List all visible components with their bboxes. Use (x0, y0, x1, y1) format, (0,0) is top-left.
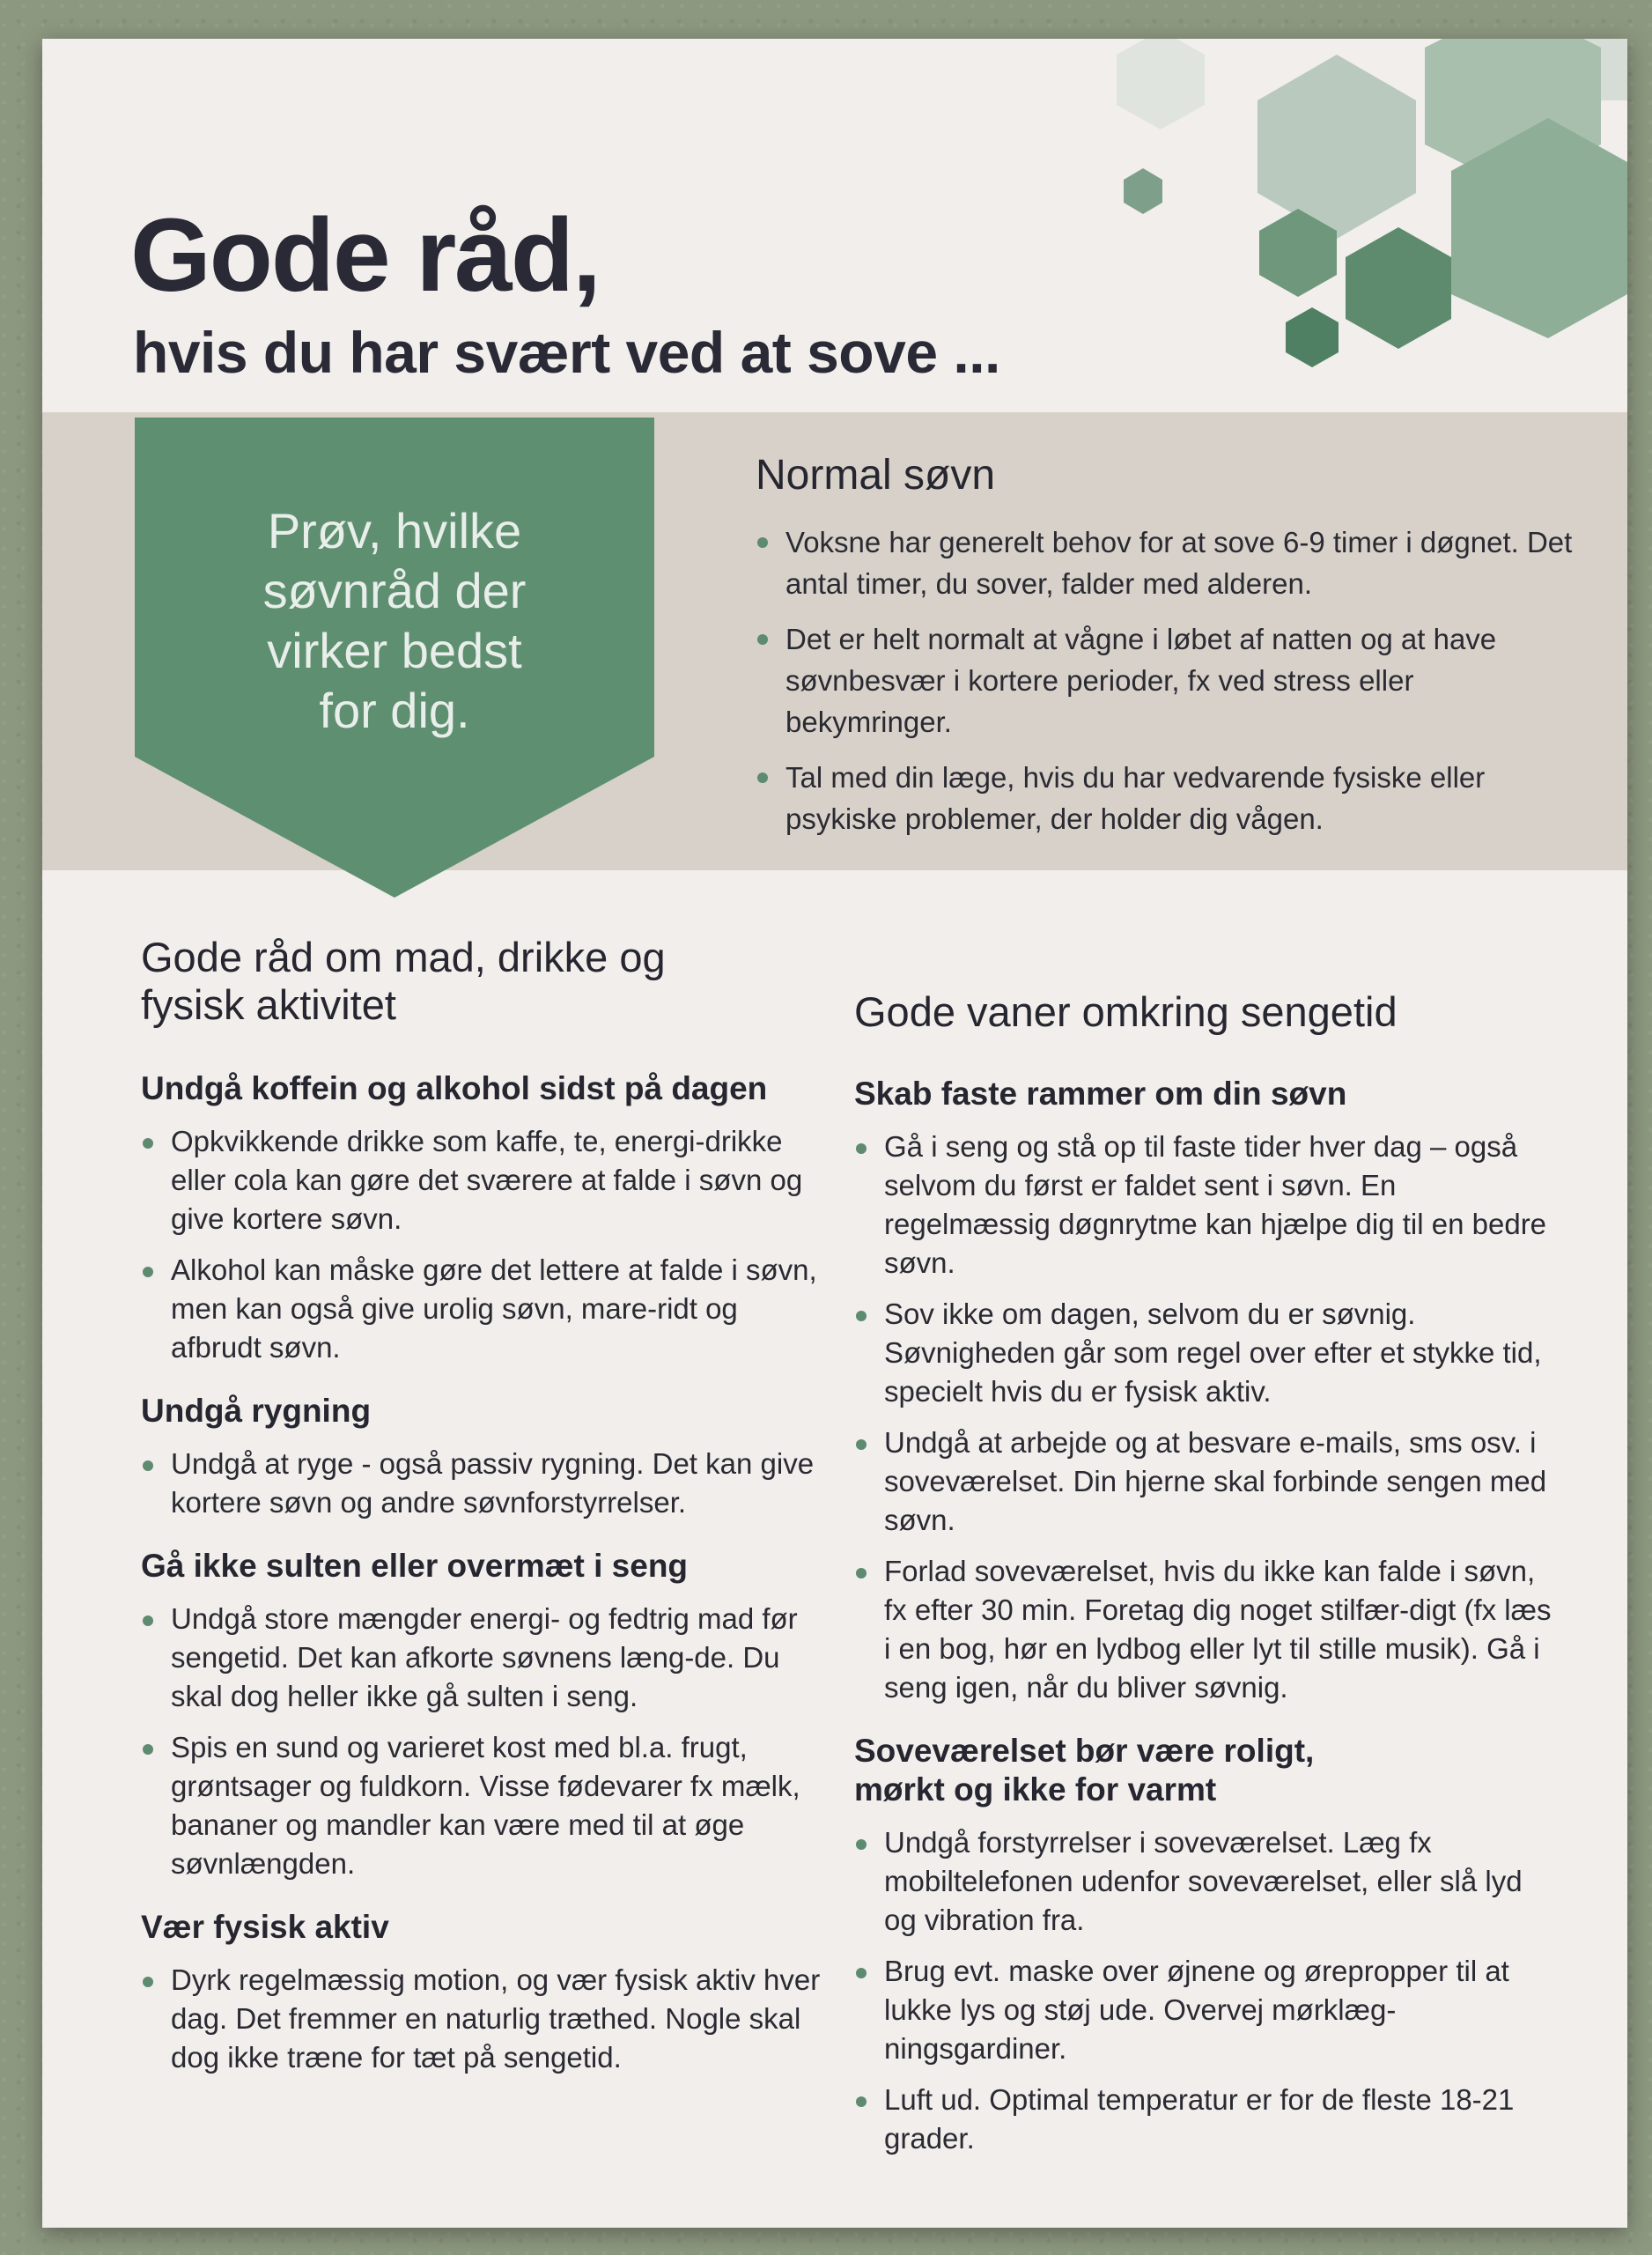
bullet-icon (856, 1839, 867, 1850)
bedtime-section-heading: Gode vaner omkring sengetid (854, 988, 1398, 1035)
advice-title: Gå ikke sulten eller overmæt i seng (141, 1548, 689, 1584)
advice-title: Undgå koffein og alkohol sidst på dagen (141, 1070, 768, 1106)
list-item: Dyrk regelmæssig motion, og vær fysisk aktiv hver dag. Det fremmer en naturlig træthed. Nogle skal dog ikke træne for tæt på sengetid. (141, 1961, 828, 2077)
list-item: Undgå at ryge - også passiv rygning. Det kan give kortere søvn og andre søvnforstyrrelser. (141, 1445, 828, 1522)
normal-sleep-heading: Normal søvn (756, 452, 996, 499)
bullet-icon (856, 1143, 867, 1154)
list-item: Undgå store mængder energi- og fedtrig mad før sengetid. Det kan afkorte søvnens læng-de. Du skal dog heller ikke gå sulten i seng. (141, 1600, 828, 1716)
list-item: Det er helt normalt at vågne i løbet af natten og at have søvnbesvær i kortere perioder, fx ved stress eller bekymringer. (756, 618, 1575, 743)
list-item: Brug evt. maske over øjnene og ørepropper til at lukke lys og støj ude. Overvej mørklæg-ningsgardiner. (854, 1952, 1559, 2068)
bullet-icon (757, 634, 768, 645)
right-column (854, 1075, 1559, 2183)
advice-group (141, 1547, 828, 1883)
list-item: Alkohol kan måske gøre det lettere at falde i søvn, men kan også give urolig søvn, mare-ridt og afbrudt søvn. (141, 1251, 828, 1367)
bullet-icon (143, 1615, 153, 1626)
list-item: Tal med din læge, hvis du har vedvarende fysiske eller psykiske problemer, der holder dig vågen. (756, 757, 1575, 839)
advice-title: Vær fysisk aktiv (141, 1909, 389, 1945)
advice-title: Skab faste rammer om din søvn (854, 1076, 1347, 1112)
left-column (141, 1069, 828, 2102)
bullet-icon (143, 1977, 153, 1987)
advice-group (141, 1908, 828, 2077)
food-section-heading: Gode råd om mad, drikke og fysisk aktivitet (141, 934, 666, 1028)
bullet-icon (757, 537, 768, 548)
list-item: Undgå at arbejde og at besvare e-mails, sms osv. i soveværelset. Din hjerne skal forbinde sengen med søvn. (854, 1423, 1559, 1540)
list-item: Gå i seng og stå op til faste tider hver dag – også selvom du først er faldet sent i søvn. En regelmæssig døgnrytme kan hjælpe dig til en bedre søvn. (854, 1128, 1559, 1283)
bullet-icon (856, 1968, 867, 1978)
advice-title: Soveværelset bør være roligt, mørkt og ikke for varmt (854, 1733, 1315, 1808)
list-item: Opkvikkende drikke som kaffe, te, energi-drikke eller cola kan gøre det sværere at falde i søvn og give kortere søvn. (141, 1122, 828, 1238)
advice-group (141, 1069, 828, 1367)
list-item: Forlad soveværelset, hvis du ikke kan falde i søvn, fx efter 30 min. Foretag dig noget stilfær-digt (fx læs i en bog, hør en lydbog eller lyt til stille musik). Gå i seng igen, når du bliver søvnig. (854, 1552, 1559, 1707)
callout-text: Prøv, hvilke søvnråd der virker bedst for dig. (262, 503, 527, 738)
leaflet-page (42, 39, 1627, 2228)
page-title: Gode råd, (130, 197, 600, 314)
bullet-icon (856, 1311, 867, 1321)
normal-sleep-list (756, 521, 1575, 854)
advice-group (141, 1392, 828, 1522)
list-item: Voksne har generelt behov for at sove 6-9 timer i døgnet. Det antal timer, du sover, falder med alderen. (756, 521, 1575, 604)
advice-title: Undgå rygning (141, 1393, 372, 1429)
hexagon-decoration (1055, 39, 1627, 453)
bullet-icon (856, 1439, 867, 1450)
list-item: Luft ud. Optimal temperatur er for de fleste 18-21 grader. (854, 2081, 1559, 2158)
advice-group (854, 1732, 1559, 2158)
list-item: Undgå forstyrrelser i soveværelset. Læg fx mobiltelefonen udenfor soveværelset, eller slå lyd og vibration fra. (854, 1823, 1559, 1940)
list-item: Sov ikke om dagen, selvom du er søvnig. Søvnigheden går som regel over efter et stykke tid, specielt hvis du er fysisk aktiv. (854, 1295, 1559, 1411)
bullet-icon (856, 1568, 867, 1578)
bullet-icon (143, 1744, 153, 1755)
page-subtitle: hvis du har svært ved at sove ... (133, 320, 1000, 385)
bullet-icon (856, 2096, 867, 2107)
list-item: Spis en sund og varieret kost med bl.a. frugt, grøntsager og fuldkorn. Visse fødevarer fx mælk, bananer og mandler kan være med til at øge søvnlængden. (141, 1728, 828, 1883)
bullet-icon (143, 1460, 153, 1471)
bullet-icon (143, 1267, 153, 1277)
advice-group (854, 1075, 1559, 1707)
bullet-icon (143, 1138, 153, 1149)
bullet-icon (757, 773, 768, 783)
